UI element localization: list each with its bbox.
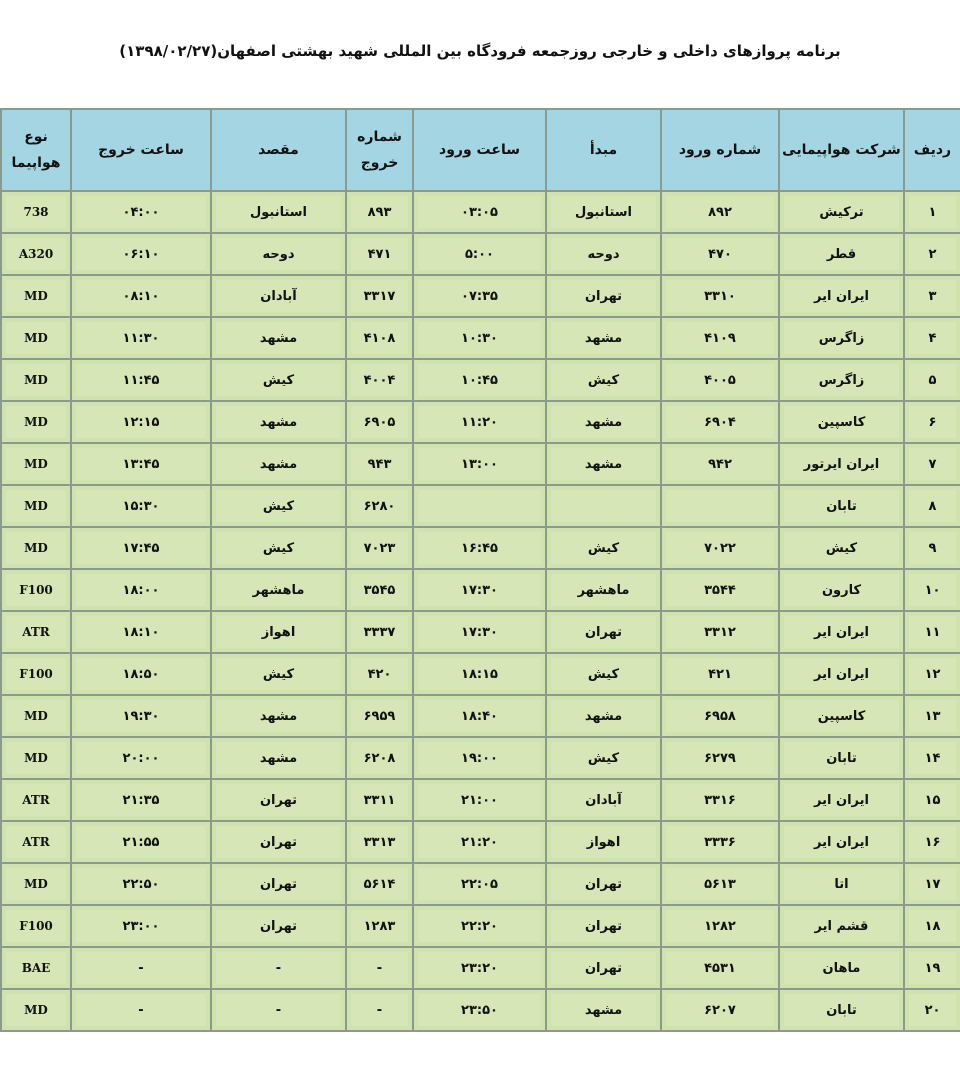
- cell-arrival-time: ۱۰:۴۵: [413, 359, 546, 401]
- column-header-departure-flight-number: شماره خروج: [346, 109, 413, 191]
- cell-airline: قشم ایر: [779, 905, 904, 947]
- cell-departure-time: ۰۴:۰۰: [71, 191, 211, 233]
- cell-departure-time: ۲۲:۵۰: [71, 863, 211, 905]
- cell-row-number: ۱۱: [904, 611, 960, 653]
- cell-aircraft-type: MD: [1, 737, 71, 779]
- cell-destination: تهران: [211, 863, 346, 905]
- cell-arrival-time: ۱۷:۳۰: [413, 611, 546, 653]
- cell-arrival-flight-number: ۷۰۲۲: [661, 527, 779, 569]
- cell-destination: اهواز: [211, 611, 346, 653]
- cell-arrival-flight-number: ۳۳۱۰: [661, 275, 779, 317]
- cell-destination: کیش: [211, 653, 346, 695]
- cell-departure-flight-number: ۳۳۱۳: [346, 821, 413, 863]
- cell-aircraft-type: F100: [1, 905, 71, 947]
- cell-departure-flight-number: ۶۹۰۵: [346, 401, 413, 443]
- cell-departure-flight-number: ۷۰۲۳: [346, 527, 413, 569]
- cell-origin: مشهد: [546, 989, 661, 1031]
- cell-origin: آبادان: [546, 779, 661, 821]
- cell-row-number: ۴: [904, 317, 960, 359]
- cell-destination: تهران: [211, 821, 346, 863]
- column-header-arrival-time: ساعت ورود: [413, 109, 546, 191]
- cell-arrival-flight-number: ۳۳۱۶: [661, 779, 779, 821]
- cell-arrival-flight-number: ۱۲۸۲: [661, 905, 779, 947]
- cell-row-number: ۱۴: [904, 737, 960, 779]
- cell-departure-flight-number: ۹۴۳: [346, 443, 413, 485]
- cell-arrival-flight-number: ۳۳۱۲: [661, 611, 779, 653]
- cell-airline: ایران ایرتور: [779, 443, 904, 485]
- table-row: [1, 275, 960, 317]
- cell-destination: کیش: [211, 527, 346, 569]
- table-row: [1, 569, 960, 611]
- cell-arrival-flight-number: ۵۶۱۳: [661, 863, 779, 905]
- cell-origin: مشهد: [546, 401, 661, 443]
- cell-departure-time: ۱۵:۳۰: [71, 485, 211, 527]
- cell-airline: ایران ایر: [779, 611, 904, 653]
- column-header-arrival-flight-number: شماره ورود: [661, 109, 779, 191]
- cell-arrival-flight-number: ۴۰۰۵: [661, 359, 779, 401]
- table-row: [1, 485, 960, 527]
- cell-arrival-flight-number: ۴۲۱: [661, 653, 779, 695]
- cell-aircraft-type: MD: [1, 443, 71, 485]
- cell-arrival-flight-number: ۴۷۰: [661, 233, 779, 275]
- cell-departure-flight-number: ۳۳۳۷: [346, 611, 413, 653]
- cell-departure-time: ۱۱:۴۵: [71, 359, 211, 401]
- cell-departure-flight-number: ۶۲۸۰: [346, 485, 413, 527]
- cell-aircraft-type: MD: [1, 275, 71, 317]
- cell-departure-time: ۱۳:۴۵: [71, 443, 211, 485]
- cell-origin: [546, 485, 661, 527]
- table-row: [1, 695, 960, 737]
- cell-destination: کیش: [211, 485, 346, 527]
- cell-destination: -: [211, 947, 346, 989]
- cell-arrival-time: ۱۹:۰۰: [413, 737, 546, 779]
- cell-arrival-time: ۱۳:۰۰: [413, 443, 546, 485]
- cell-origin: تهران: [546, 611, 661, 653]
- cell-row-number: ۶: [904, 401, 960, 443]
- cell-row-number: ۲: [904, 233, 960, 275]
- table-row: [1, 527, 960, 569]
- cell-aircraft-type: MD: [1, 695, 71, 737]
- cell-departure-flight-number: ۳۵۴۵: [346, 569, 413, 611]
- cell-departure-time: ۲۱:۳۵: [71, 779, 211, 821]
- cell-row-number: ۱۹: [904, 947, 960, 989]
- cell-destination: استانبول: [211, 191, 346, 233]
- table-row: [1, 611, 960, 653]
- cell-row-number: ۱: [904, 191, 960, 233]
- cell-arrival-time: [413, 485, 546, 527]
- cell-departure-time: ۱۲:۱۵: [71, 401, 211, 443]
- cell-row-number: ۱۳: [904, 695, 960, 737]
- cell-departure-flight-number: ۴۷۱: [346, 233, 413, 275]
- cell-origin: دوحه: [546, 233, 661, 275]
- cell-destination: مشهد: [211, 401, 346, 443]
- cell-arrival-flight-number: ۸۹۲: [661, 191, 779, 233]
- column-header-departure-time: ساعت خروج: [71, 109, 211, 191]
- cell-destination: دوحه: [211, 233, 346, 275]
- cell-departure-flight-number: ۵۶۱۴: [346, 863, 413, 905]
- cell-arrival-time: ۱۸:۱۵: [413, 653, 546, 695]
- cell-origin: کیش: [546, 653, 661, 695]
- cell-arrival-time: ۰۳:۰۵: [413, 191, 546, 233]
- cell-aircraft-type: A320: [1, 233, 71, 275]
- cell-arrival-time: ۲۱:۲۰: [413, 821, 546, 863]
- cell-departure-time: ۱۸:۰۰: [71, 569, 211, 611]
- cell-airline: زاگرس: [779, 359, 904, 401]
- cell-row-number: ۱۷: [904, 863, 960, 905]
- cell-aircraft-type: F100: [1, 653, 71, 695]
- cell-airline: تابان: [779, 737, 904, 779]
- cell-arrival-time: ۲۲:۲۰: [413, 905, 546, 947]
- table-row: [1, 191, 960, 233]
- cell-row-number: ۱۰: [904, 569, 960, 611]
- cell-departure-time: ۲۱:۵۵: [71, 821, 211, 863]
- cell-departure-flight-number: ۳۳۱۱: [346, 779, 413, 821]
- table-row: [1, 947, 960, 989]
- cell-departure-flight-number: ۴۰۰۴: [346, 359, 413, 401]
- table-row: [1, 443, 960, 485]
- table-row: [1, 653, 960, 695]
- cell-departure-time: -: [71, 989, 211, 1031]
- table-row: [1, 401, 960, 443]
- cell-arrival-time: ۲۱:۰۰: [413, 779, 546, 821]
- cell-arrival-time: ۱۱:۲۰: [413, 401, 546, 443]
- cell-arrival-time: ۵:۰۰: [413, 233, 546, 275]
- cell-departure-time: ۲۰:۰۰: [71, 737, 211, 779]
- cell-arrival-time: ۰۷:۳۵: [413, 275, 546, 317]
- cell-arrival-time: ۱۷:۳۰: [413, 569, 546, 611]
- cell-origin: استانبول: [546, 191, 661, 233]
- cell-aircraft-type: 738: [1, 191, 71, 233]
- cell-airline: ایران ایر: [779, 653, 904, 695]
- cell-destination: مشهد: [211, 317, 346, 359]
- cell-arrival-time: ۱۶:۴۵: [413, 527, 546, 569]
- cell-departure-time: ۱۷:۴۵: [71, 527, 211, 569]
- cell-arrival-time: ۲۲:۰۵: [413, 863, 546, 905]
- cell-row-number: ۵: [904, 359, 960, 401]
- cell-arrival-flight-number: ۴۵۳۱: [661, 947, 779, 989]
- cell-arrival-time: ۲۳:۲۰: [413, 947, 546, 989]
- cell-origin: مشهد: [546, 443, 661, 485]
- cell-airline: زاگرس: [779, 317, 904, 359]
- cell-departure-time: ۱۱:۳۰: [71, 317, 211, 359]
- cell-departure-time: ۲۳:۰۰: [71, 905, 211, 947]
- cell-airline: ایران ایر: [779, 821, 904, 863]
- cell-departure-flight-number: ۴۲۰: [346, 653, 413, 695]
- cell-arrival-flight-number: ۶۹۵۸: [661, 695, 779, 737]
- header-row: [1, 109, 960, 191]
- cell-row-number: ۹: [904, 527, 960, 569]
- cell-aircraft-type: MD: [1, 863, 71, 905]
- cell-airline: کارون: [779, 569, 904, 611]
- cell-row-number: ۳: [904, 275, 960, 317]
- cell-airline: ترکیش: [779, 191, 904, 233]
- cell-arrival-flight-number: ۳۳۳۶: [661, 821, 779, 863]
- cell-destination: تهران: [211, 779, 346, 821]
- cell-airline: ماهان: [779, 947, 904, 989]
- cell-arrival-flight-number: ۶۹۰۴: [661, 401, 779, 443]
- cell-airline: تابان: [779, 989, 904, 1031]
- cell-arrival-flight-number: ۹۴۲: [661, 443, 779, 485]
- cell-row-number: ۸: [904, 485, 960, 527]
- cell-airline: ایران ایر: [779, 779, 904, 821]
- cell-origin: مشهد: [546, 695, 661, 737]
- cell-origin: تهران: [546, 275, 661, 317]
- cell-destination: مشهد: [211, 443, 346, 485]
- column-header-origin: مبدأ: [546, 109, 661, 191]
- cell-arrival-flight-number: ۴۱۰۹: [661, 317, 779, 359]
- cell-departure-flight-number: ۶۹۵۹: [346, 695, 413, 737]
- cell-aircraft-type: MD: [1, 359, 71, 401]
- cell-row-number: ۷: [904, 443, 960, 485]
- cell-airline: اتا: [779, 863, 904, 905]
- cell-row-number: ۱۲: [904, 653, 960, 695]
- cell-arrival-flight-number: ۳۵۴۴: [661, 569, 779, 611]
- cell-aircraft-type: F100: [1, 569, 71, 611]
- cell-origin: اهواز: [546, 821, 661, 863]
- cell-row-number: ۱۵: [904, 779, 960, 821]
- cell-aircraft-type: MD: [1, 401, 71, 443]
- table-row: [1, 989, 960, 1031]
- cell-arrival-flight-number: ۶۲۰۷: [661, 989, 779, 1031]
- column-header-row-number: ردیف: [904, 109, 960, 191]
- cell-origin: ماهشهر: [546, 569, 661, 611]
- cell-destination: ماهشهر: [211, 569, 346, 611]
- cell-aircraft-type: ATR: [1, 821, 71, 863]
- cell-arrival-flight-number: ۶۲۷۹: [661, 737, 779, 779]
- cell-arrival-time: ۲۳:۵۰: [413, 989, 546, 1031]
- cell-airline: قطر: [779, 233, 904, 275]
- cell-airline: تابان: [779, 485, 904, 527]
- cell-aircraft-type: MD: [1, 485, 71, 527]
- cell-row-number: ۱۸: [904, 905, 960, 947]
- table-row: [1, 821, 960, 863]
- cell-destination: آبادان: [211, 275, 346, 317]
- cell-departure-time: ۱۸:۱۰: [71, 611, 211, 653]
- cell-destination: مشهد: [211, 695, 346, 737]
- cell-row-number: ۲۰: [904, 989, 960, 1031]
- cell-row-number: ۱۶: [904, 821, 960, 863]
- cell-destination: مشهد: [211, 737, 346, 779]
- flight-schedule-table: [0, 108, 960, 1032]
- cell-destination: کیش: [211, 359, 346, 401]
- cell-aircraft-type: ATR: [1, 611, 71, 653]
- cell-destination: تهران: [211, 905, 346, 947]
- table-row: [1, 317, 960, 359]
- cell-origin: تهران: [546, 947, 661, 989]
- cell-departure-time: ۰۶:۱۰: [71, 233, 211, 275]
- cell-departure-flight-number: ۸۹۳: [346, 191, 413, 233]
- cell-airline: ایران ایر: [779, 275, 904, 317]
- table-row: [1, 905, 960, 947]
- cell-destination: -: [211, 989, 346, 1031]
- cell-departure-flight-number: ۴۱۰۸: [346, 317, 413, 359]
- cell-departure-time: ۱۹:۳۰: [71, 695, 211, 737]
- cell-arrival-time: ۱۸:۴۰: [413, 695, 546, 737]
- table-row: [1, 359, 960, 401]
- cell-origin: تهران: [546, 863, 661, 905]
- cell-departure-time: ۰۸:۱۰: [71, 275, 211, 317]
- cell-departure-flight-number: ۳۳۱۷: [346, 275, 413, 317]
- cell-arrival-time: ۱۰:۳۰: [413, 317, 546, 359]
- cell-departure-flight-number: -: [346, 989, 413, 1031]
- table-row: [1, 863, 960, 905]
- cell-origin: مشهد: [546, 317, 661, 359]
- cell-aircraft-type: MD: [1, 527, 71, 569]
- cell-airline: کاسپین: [779, 401, 904, 443]
- cell-origin: کیش: [546, 527, 661, 569]
- cell-origin: تهران: [546, 905, 661, 947]
- cell-origin: کیش: [546, 359, 661, 401]
- table-row: [1, 737, 960, 779]
- page-title: برنامه پروازهای داخلی و خارجی روزجمعه فرودگاه بین المللی شهید بهشتی اصفهان(۱۳۹۸/۰۲/۲۷): [119, 42, 841, 60]
- cell-aircraft-type: MD: [1, 989, 71, 1031]
- cell-departure-flight-number: ۱۲۸۳: [346, 905, 413, 947]
- cell-departure-time: -: [71, 947, 211, 989]
- cell-aircraft-type: MD: [1, 317, 71, 359]
- cell-airline: کیش: [779, 527, 904, 569]
- column-header-destination: مقصد: [211, 109, 346, 191]
- table-row: [1, 233, 960, 275]
- cell-departure-flight-number: -: [346, 947, 413, 989]
- cell-airline: کاسپین: [779, 695, 904, 737]
- cell-arrival-flight-number: [661, 485, 779, 527]
- column-header-aircraft-type: نوع هواپیما: [1, 109, 71, 191]
- column-header-airline: شرکت هواپیمایی: [779, 109, 904, 191]
- cell-departure-time: ۱۸:۵۰: [71, 653, 211, 695]
- cell-aircraft-type: BAE: [1, 947, 71, 989]
- cell-departure-flight-number: ۶۲۰۸: [346, 737, 413, 779]
- table-row: [1, 779, 960, 821]
- cell-origin: کیش: [546, 737, 661, 779]
- cell-aircraft-type: ATR: [1, 779, 71, 821]
